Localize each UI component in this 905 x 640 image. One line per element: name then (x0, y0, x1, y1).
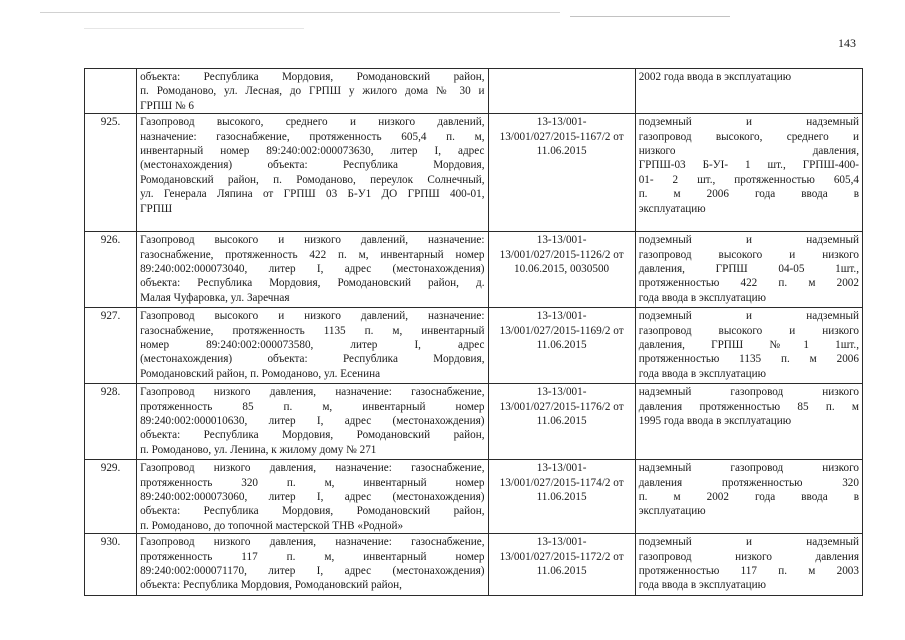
object-characteristics-line: давления протяженностью 320 (638, 476, 859, 489)
object-description-line: Газопровод низкого давления, назначение: газоснабжение, (140, 386, 485, 399)
object-description-line: 89:240:002:000010630, литер I, адрес (местонахождения) (140, 415, 485, 428)
object-description-line: номер 89:240:002:000073580, литер I, адрес (140, 339, 485, 352)
object-characteristics-line: давления протяженностью 85 п. м (638, 400, 859, 413)
object-description-line: объекта: Республика Мордовия, Ромодановский район, (140, 429, 485, 442)
registration-record (488, 69, 635, 114)
registration-record-line: 13-13/001- (536, 462, 587, 475)
table-row (85, 308, 863, 384)
registration-record-line: 13-13/001- (536, 386, 587, 399)
registration-record-line: 13-13/001- (536, 536, 587, 549)
scan-artifact-header (84, 28, 304, 29)
row-number: 926. (85, 232, 137, 308)
registration-record-line: 13/001/027/2015-1126/2 от (499, 248, 624, 261)
registration-record-line: 13/001/027/2015-1174/2 от (499, 476, 624, 489)
object-description-line: объекта: Республика Мордовия, Ромодановский район, (140, 579, 402, 592)
object-description-line: Газопровод низкого давления, назначение: газоснабжение, (140, 462, 485, 475)
registration-record-line: 10.06.2015, 0030500 (514, 263, 610, 276)
scan-artifact-top (40, 12, 560, 13)
object-description-line: назначение: газоснабжение, протяженность 605,4 п. м, (140, 130, 485, 143)
object-characteristics-line: газопровод высокого и низкого (638, 248, 859, 261)
object-characteristics-line: 1995 года ввода в эксплуатацию (638, 415, 792, 428)
registration-record-line: 11.06.2015 (536, 339, 587, 352)
object-description-line: 89:240:002:000073040, литер I, адрес (местонахождения) (140, 263, 485, 276)
registration-record-line: 13/001/027/2015-1176/2 от (499, 400, 624, 413)
object-characteristics-line: надземный газопровод низкого (638, 462, 859, 475)
object-description-line: ГРПШ (140, 202, 173, 215)
object-description-line: газоснабжение, протяженность 1135 п. м, инвентарный (140, 324, 485, 337)
registry-table-body (85, 69, 863, 596)
object-characteristics-line: подземный и надземный (638, 234, 859, 247)
object-description (137, 232, 488, 308)
object-description-line: протяженность 85 п. м, инвентарный номер (140, 400, 485, 413)
object-characteristics-line: давления, ГРПШ 04-05 1шт., (638, 263, 859, 276)
registration-record-line: 13-13/001- (536, 234, 587, 247)
object-characteristics-line: эксплуатацию (638, 505, 706, 518)
object-description-line: Газопровод высокого и низкого давлений, назначение: (140, 234, 485, 247)
object-characteristics-line: подземный и надземный (638, 310, 859, 323)
object-description (137, 114, 488, 232)
registration-record-line: 13-13/001- (536, 310, 587, 323)
object-description-line: п. Ромоданово, ул. Лесная, до ГРПШ у жилого дома № 30 и (140, 85, 485, 98)
row-number: 928. (85, 384, 137, 460)
object-description-line: 89:240:002:000073060, литер I, адрес (местонахождения) (140, 491, 485, 504)
object-description-line: Газопровод низкого давления, назначение: газоснабжение, (140, 536, 485, 549)
table-row (85, 384, 863, 460)
registration-record (488, 534, 635, 596)
row-number: 927. (85, 308, 137, 384)
object-characteristics-line: п. м 2006 года ввода в (638, 188, 859, 201)
object-description-line: п. Ромоданово, ул. Ленина, к жилому дому № 271 (140, 443, 377, 456)
object-characteristics-line: 01- 2 шт., протяженностью 605,4 (638, 173, 859, 186)
object-characteristics (635, 534, 862, 596)
registration-record-line: 13/001/027/2015-1169/2 от (499, 324, 624, 337)
object-description-line: объекта: Республика Мордовия, Ромодановский район, д. (140, 277, 485, 290)
object-description-line: объекта: Республика Мордовия, Ромодановский район, (140, 71, 485, 83)
object-description-line: Малая Чуфаровка, ул. Заречная (140, 291, 290, 304)
object-characteristics-line: газопровод высокого и низкого (638, 324, 859, 337)
table-row (85, 114, 863, 232)
object-description-line: протяженность 117 п. м, инвентарный номер (140, 550, 485, 563)
object-description (137, 384, 488, 460)
object-description (137, 534, 488, 596)
object-characteristics-line: протяженностью 422 п. м 2002 (638, 277, 859, 290)
object-characteristics-line: эксплуатацию (638, 202, 706, 215)
object-description (137, 69, 488, 114)
registration-record-line: 11.06.2015 (536, 145, 587, 158)
object-characteristics-line: надземный газопровод низкого (638, 386, 859, 399)
object-description-line: (местонахождения) объекта: Республика Мордовия, (140, 353, 485, 366)
object-description-line: Ромодановский район, п. Ромоданово, переулок Солнечный, (140, 173, 485, 186)
object-description-line: протяженность 320 п. м, инвентарный номер (140, 476, 485, 489)
row-number: 929. (85, 460, 137, 534)
object-characteristics-line: протяженностью 117 п. м 2003 (638, 565, 859, 578)
object-description-line: ул. Генерала Ляпина от ГРПШ 03 Б-У1 ДО ГРПШ 400-01, (140, 188, 485, 201)
registration-record-line: 13/001/027/2015-1167/2 от (499, 130, 624, 143)
row-number: 925. (85, 114, 137, 232)
object-characteristics (635, 308, 862, 384)
object-description-line: объекта: Республика Мордовия, Ромодановский район, (140, 505, 485, 518)
registration-record (488, 384, 635, 460)
registry-table (84, 68, 863, 596)
registration-record-line: 11.06.2015 (536, 565, 587, 578)
object-characteristics (635, 69, 862, 114)
object-description-line: ГРПШ № 6 (140, 99, 194, 112)
registration-record (488, 460, 635, 534)
object-characteristics-line: подземный и надземный (638, 536, 859, 549)
object-description-line: п. Ромоданово, до топочной мастерской ТНВ «Родной» (140, 519, 404, 532)
table-row (85, 232, 863, 308)
registration-record-line: 13-13/001- (536, 116, 587, 129)
object-description (137, 308, 488, 384)
table-row (85, 69, 863, 114)
object-description (137, 460, 488, 534)
object-characteristics-line: подземный и надземный (638, 116, 859, 129)
object-characteristics-line: протяженностью 1135 п. м 2006 (638, 353, 859, 366)
object-description-line: инвентарный номер 89:240:002:000073630, литер I, адрес (140, 145, 485, 158)
object-description-line: (местонахождения) объекта: Республика Мордовия, (140, 159, 485, 172)
object-characteristics (635, 114, 862, 232)
object-characteristics (635, 232, 862, 308)
object-description-line: Ромодановский район, п. Ромоданово, ул. Есенина (140, 367, 381, 380)
registration-record-line: 11.06.2015 (536, 415, 587, 428)
table-row (85, 534, 863, 596)
object-characteristics-line: года ввода в эксплуатацию (638, 291, 766, 304)
object-characteristics-line: года ввода в эксплуатацию (638, 579, 766, 592)
object-characteristics-line: низкого давления, (638, 145, 859, 158)
object-description-line: 89:240:002:000071170, литер I, адрес (местонахождения) (140, 565, 485, 578)
registration-record (488, 308, 635, 384)
object-description-line: Газопровод высокого, среднего и низкого давлений, (140, 116, 485, 129)
object-characteristics (635, 384, 862, 460)
object-characteristics-line: ГРПШ-03 Б-УI- 1 шт., ГРПШ-400- (638, 159, 859, 172)
row-number: 930. (85, 534, 137, 596)
object-characteristics-line: года ввода в эксплуатацию (638, 367, 766, 380)
registration-record-line: 11.06.2015 (536, 491, 587, 504)
page-number: 143 (838, 36, 856, 50)
scan-artifact-top-right (570, 16, 730, 17)
object-characteristics-line: 2002 года ввода в эксплуатацию (638, 71, 792, 83)
table-row (85, 460, 863, 534)
registration-record-line: 13/001/027/2015-1172/2 от (499, 550, 624, 563)
object-characteristics-line: газопровод низкого давления (638, 550, 859, 563)
object-characteristics-line: газопровод высокого, среднего и (638, 130, 859, 143)
object-characteristics (635, 460, 862, 534)
registration-record (488, 114, 635, 232)
object-description-line: Газопровод высокого и низкого давлений, назначение: (140, 310, 485, 323)
registration-record (488, 232, 635, 308)
object-characteristics-line: п. м 2002 года ввода в (638, 491, 859, 504)
object-description-line: газоснабжение, протяженность 422 п. м, инвентарный номер (140, 248, 485, 261)
row-number (85, 69, 137, 114)
object-characteristics-line: давления, ГРПШ №1 1шт., (638, 339, 859, 352)
